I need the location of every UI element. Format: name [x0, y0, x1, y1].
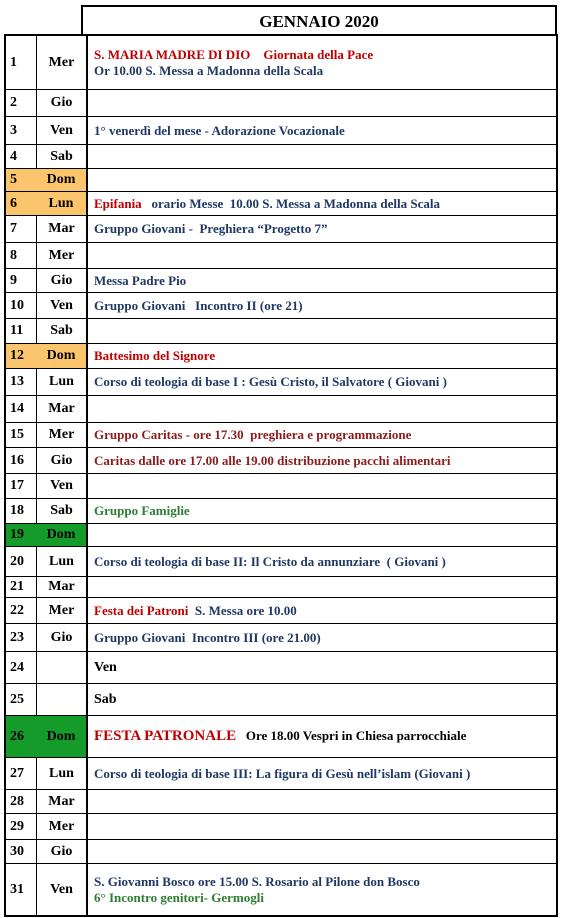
event-text: Gruppo Giovani Incontro II (ore 21)	[94, 297, 303, 313]
day-number: 28	[10, 793, 24, 809]
event-cell	[86, 169, 556, 191]
event-cell	[86, 293, 556, 318]
event-cell	[86, 790, 556, 813]
event-line	[94, 47, 556, 63]
calendar-row	[6, 498, 556, 523]
weekday: Dom	[36, 169, 86, 191]
weekday: Mar	[36, 790, 86, 813]
calendar-row	[6, 473, 556, 498]
weekday: Mer	[36, 598, 86, 623]
event-line	[94, 603, 556, 619]
weekday: Lun	[36, 192, 86, 215]
event-cell	[86, 319, 556, 343]
event-cell	[86, 598, 556, 623]
event-cell	[86, 684, 556, 715]
calendar-row	[6, 422, 556, 447]
event-line	[94, 123, 556, 139]
event-text: 6° Incontro genitori- Germogli	[94, 889, 264, 905]
event-text: FESTA PATRONALE	[94, 728, 237, 744]
event-line	[94, 503, 556, 519]
calendar-row	[6, 715, 556, 757]
weekday: Gio	[36, 624, 86, 651]
event-line	[94, 374, 556, 390]
calendar-table	[4, 34, 558, 917]
day-number: 1	[10, 54, 17, 70]
event-line	[94, 766, 556, 782]
page-title: GENNAIO 2020	[81, 5, 557, 34]
event-text: Corso di teologia di base I : Gesù Cristo, il Salvatore ( Giovani )	[94, 374, 447, 389]
day-number: 3	[10, 122, 17, 138]
weekday: Sab	[36, 499, 86, 523]
weekday: Gio	[36, 448, 86, 473]
event-cell	[86, 840, 556, 863]
event-cell	[86, 624, 556, 651]
calendar-row	[6, 318, 556, 343]
calendar-row	[6, 268, 556, 292]
calendar-row	[6, 242, 556, 268]
calendar-row	[6, 576, 556, 597]
event-cell	[86, 524, 556, 546]
event-cell	[86, 192, 556, 215]
event-line	[94, 874, 556, 890]
day-number: 18	[10, 503, 24, 518]
event-cell	[86, 243, 556, 268]
event-cell	[86, 423, 556, 447]
weekday: Mer	[36, 423, 86, 447]
day-number: 27	[10, 765, 24, 781]
day-number: 23	[10, 629, 24, 645]
calendar-row	[6, 292, 556, 318]
event-cell	[86, 369, 556, 395]
event-cell	[86, 814, 556, 839]
calendar-row	[6, 89, 556, 116]
calendar-row	[6, 863, 556, 915]
weekday: Lun	[36, 758, 86, 789]
event-line	[94, 630, 556, 646]
calendar-row	[6, 215, 556, 242]
day-number: 10	[10, 297, 24, 313]
weekday: Ven	[36, 293, 86, 318]
event-cell	[86, 396, 556, 422]
event-text: S. Messa ore 10.00	[188, 602, 297, 618]
weekday: Ven	[36, 864, 86, 915]
event-line	[94, 348, 556, 364]
weekday: Gio	[36, 90, 86, 116]
event-cell	[86, 448, 556, 473]
calendar-row	[6, 523, 556, 546]
weekday: Dom	[36, 524, 86, 546]
event-line	[94, 196, 556, 212]
weekday: Mer	[36, 814, 86, 839]
day-number: 25	[10, 691, 24, 707]
weekday: Mer	[36, 243, 86, 268]
event-line	[94, 890, 556, 906]
event-text: Epifania	[94, 195, 142, 211]
day-number: 14	[10, 401, 24, 416]
day-number: 16	[10, 452, 24, 468]
weekday: Sab	[94, 691, 117, 707]
calendar-row	[6, 597, 556, 623]
calendar-row	[6, 144, 556, 168]
event-line	[94, 63, 556, 79]
event-text: Battesimo del Signore	[94, 348, 216, 363]
weekday	[36, 652, 86, 683]
weekday: Mar	[36, 396, 86, 422]
weekday: Lun	[36, 547, 86, 576]
day-number: 9	[10, 272, 17, 288]
day-number: 12	[6, 344, 36, 368]
calendar-row	[6, 651, 556, 683]
day-number: 26	[6, 716, 36, 757]
day-number: 7	[10, 221, 17, 236]
day-number: 20	[10, 553, 24, 569]
weekday: Ven	[36, 117, 86, 144]
event-text: Gruppo Giovani - Preghiera “Progetto 7”	[94, 221, 328, 236]
weekday: Dom	[36, 716, 86, 757]
day-number: 15	[10, 427, 24, 442]
event-text: S. MARIA MADRE DI DIO	[94, 46, 251, 62]
day-number: 6	[6, 192, 36, 215]
day-number: 24	[10, 659, 24, 675]
day-number: 13	[10, 374, 24, 389]
event-text: Ore 18.00 Vespri in Chiesa parrocchiale	[236, 728, 467, 743]
event-text: Corso di teologia di base III: La figura di Gesù nell’islam (Giovani )	[94, 765, 471, 781]
day-number: 17	[10, 478, 24, 493]
event-line	[94, 273, 556, 289]
event-line	[94, 221, 556, 237]
calendar-row	[6, 168, 556, 191]
calendar-row	[6, 191, 556, 215]
weekday: Sab	[36, 319, 86, 343]
event-cell	[86, 117, 556, 144]
weekday: Dom	[36, 344, 86, 368]
event-text: Festa dei Patroni	[94, 602, 189, 618]
calendar-row	[6, 395, 556, 422]
weekday: Ven	[36, 474, 86, 498]
event-text: Corso di teologia di base II: Il Cristo da annunziare ( Giovani )	[94, 553, 446, 569]
event-cell	[86, 652, 556, 683]
event-cell	[86, 90, 556, 116]
event-text: S. Giovanni Bosco ore 15.00 S. Rosario al Pilone don Bosco	[94, 873, 420, 889]
day-number: 31	[10, 881, 24, 897]
calendar-row	[6, 36, 556, 89]
event-cell	[86, 716, 556, 757]
day-number: 30	[10, 843, 24, 859]
event-cell	[86, 547, 556, 576]
weekday: Mer	[36, 36, 86, 89]
weekday	[36, 684, 86, 715]
day-number: 11	[10, 323, 24, 338]
weekday: Mar	[36, 216, 86, 242]
event-cell	[86, 499, 556, 523]
calendar-row	[6, 343, 556, 368]
event-cell	[86, 474, 556, 498]
calendar-row	[6, 447, 556, 473]
calendar-row	[6, 839, 556, 863]
weekday: Gio	[36, 269, 86, 292]
event-cell	[86, 145, 556, 168]
event-text: Or 10.00 S. Messa a Madonna della Scala	[94, 62, 324, 78]
event-line	[94, 453, 556, 469]
calendar-row	[6, 789, 556, 813]
event-text: Messa Padre Pio	[94, 272, 187, 288]
event-line	[94, 728, 556, 745]
calendar-row	[6, 623, 556, 651]
event-text: Caritas dalle ore 17.00 alle 19.00 distribuzione pacchi alimentari	[94, 452, 451, 468]
event-line	[94, 427, 556, 443]
event-cell	[86, 758, 556, 789]
weekday: Mar	[36, 577, 86, 597]
event-text: orario Messe 10.00 S. Messa a Madonna della Scala	[141, 195, 440, 211]
event-text: 1° venerdì del mese - Adorazione Vocazionale	[94, 122, 345, 138]
event-line	[94, 298, 556, 314]
day-number: 22	[10, 602, 24, 618]
event-line	[94, 554, 556, 570]
calendar-row	[6, 116, 556, 144]
day-number: 8	[10, 247, 17, 263]
event-cell	[86, 577, 556, 597]
calendar-row	[6, 546, 556, 576]
weekday: Ven	[94, 659, 117, 675]
calendar-row	[6, 368, 556, 395]
event-text: Gruppo Famiglie	[94, 503, 190, 518]
event-text: Gruppo Caritas - ore 17.30 preghiera e programmazione	[94, 427, 412, 442]
day-number: 2	[10, 95, 17, 110]
weekday: Sab	[36, 145, 86, 168]
calendar-row	[6, 813, 556, 839]
day-number: 4	[10, 148, 17, 164]
event-cell	[86, 36, 556, 89]
event-cell	[86, 216, 556, 242]
event-text: Gruppo Giovani Incontro III (ore 21.00)	[94, 629, 321, 645]
calendar-row	[6, 757, 556, 789]
event-cell	[86, 269, 556, 292]
weekday: Gio	[36, 840, 86, 863]
day-number: 19	[6, 524, 36, 546]
weekday: Lun	[36, 369, 86, 395]
day-number: 29	[10, 818, 24, 834]
event-cell	[86, 344, 556, 368]
day-number: 21	[10, 579, 24, 594]
day-number: 5	[6, 169, 36, 191]
calendar-row	[6, 683, 556, 715]
event-cell	[86, 864, 556, 915]
event-text: Giornata della Pace	[250, 46, 374, 62]
